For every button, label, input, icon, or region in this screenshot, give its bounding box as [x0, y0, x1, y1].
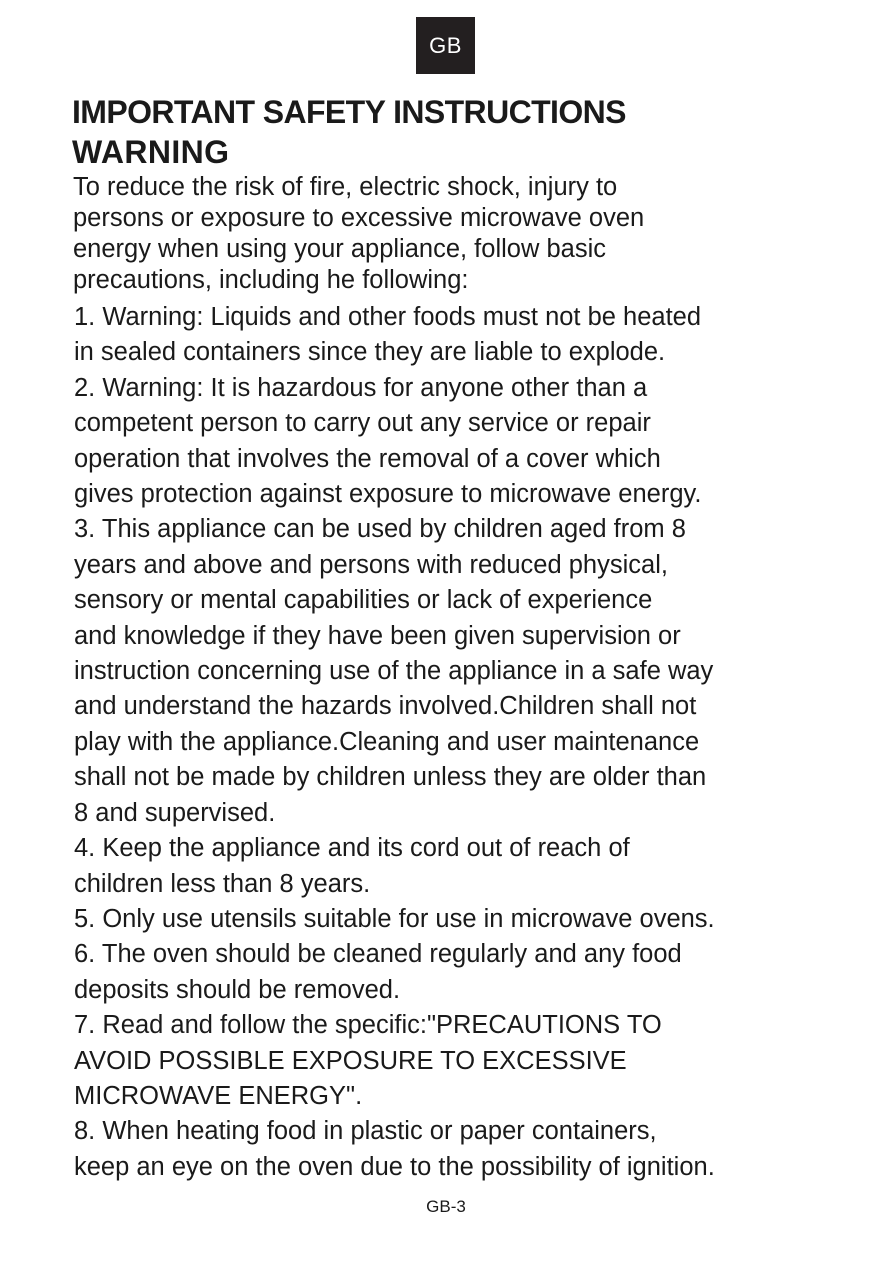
- language-badge: [416, 17, 475, 74]
- page-number: GB-3: [426, 1197, 466, 1216]
- instruction-line: sensory or mental capabilities or lack of experience: [74, 586, 653, 615]
- instruction-line: and understand the hazards involved.Children shall not: [74, 692, 697, 721]
- instruction-line: AVOID POSSIBLE EXPOSURE TO EXCESSIVE: [74, 1046, 627, 1075]
- instruction-line: MICROWAVE ENERGY".: [74, 1081, 363, 1110]
- instruction-line: keep an eye on the oven due to the possibility of ignition.: [74, 1152, 715, 1181]
- safety-instruction-list: [74, 300, 874, 1185]
- instruction-line: 7. Read and follow the specific:"PRECAUTIONS TO: [74, 1011, 662, 1040]
- instruction-line: 6. The oven should be cleaned regularly and any food: [74, 940, 682, 969]
- language-code: GB: [429, 32, 462, 58]
- instruction-line: play with the appliance.Cleaning and user maintenance: [74, 727, 700, 756]
- instruction-line: 5. Only use utensils suitable for use in microwave ovens.: [74, 904, 715, 933]
- intro-paragraph: [73, 172, 873, 296]
- intro-line: persons or exposure to excessive microwave oven: [73, 204, 645, 232]
- instruction-line: and knowledge if they have been given supervision or: [74, 621, 681, 650]
- instruction-line: gives protection against exposure to microwave energy.: [74, 480, 702, 509]
- instruction-line: competent person to carry out any service or repair: [74, 409, 651, 438]
- instruction-line: operation that involves the removal of a cover which: [74, 444, 661, 473]
- instruction-line: instruction concerning use of the appliance in a safe way: [74, 657, 714, 686]
- instruction-line: children less than 8 years.: [74, 869, 371, 898]
- instruction-line: years and above and persons with reduced physical,: [74, 550, 668, 579]
- instruction-line: 3. This appliance can be used by children aged from 8: [74, 515, 686, 544]
- intro-line: To reduce the risk of fire, electric shock, injury to: [73, 173, 618, 201]
- instruction-line: 8 and supervised.: [74, 798, 276, 827]
- page-title: IMPORTANT SAFETY INSTRUCTIONS: [72, 94, 626, 130]
- instruction-line: 8. When heating food in plastic or paper containers,: [74, 1117, 657, 1146]
- instruction-line: 2. Warning: It is hazardous for anyone other than a: [74, 373, 648, 402]
- warning-heading: WARNING: [72, 134, 230, 170]
- instruction-line: 4. Keep the appliance and its cord out of reach of: [74, 834, 630, 863]
- intro-line: energy when using your appliance, follow basic: [73, 235, 606, 263]
- instruction-line: 1. Warning: Liquids and other foods must not be heated: [74, 303, 702, 331]
- instruction-line: deposits should be removed.: [74, 975, 401, 1004]
- instruction-line: shall not be made by children unless they are older than: [74, 763, 707, 792]
- instruction-line: in sealed containers since they are liable to explode.: [74, 338, 666, 367]
- intro-line: precautions, including he following:: [73, 266, 469, 294]
